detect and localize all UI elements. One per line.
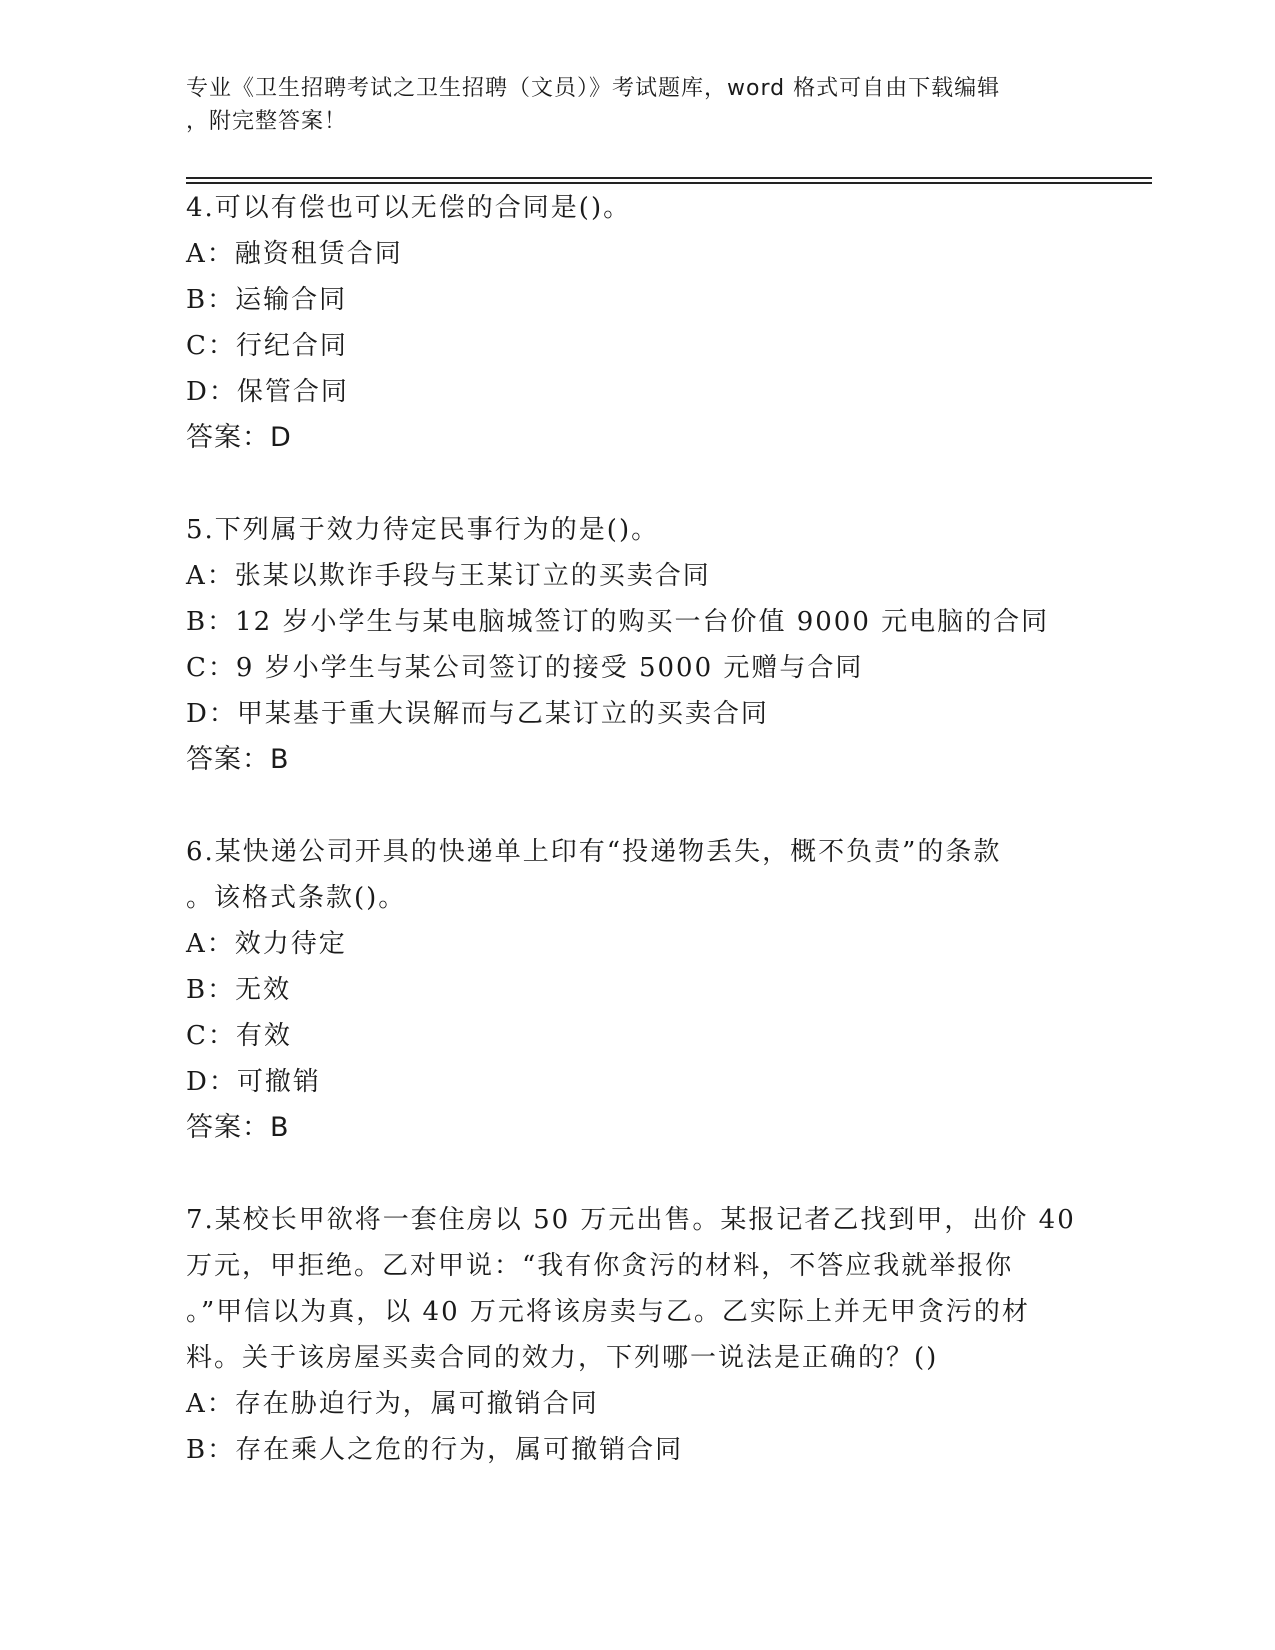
- option-b: B：12 岁小学生与某电脑城签订的购买一台价值 9000 元电脑的合同: [186, 607, 1050, 637]
- option-c: C：有效: [186, 1021, 292, 1051]
- document-header: [186, 72, 1086, 138]
- option-c: C：行纪合同: [186, 331, 348, 361]
- question-6: [186, 829, 1106, 1151]
- option-d: D：可撤销: [186, 1067, 321, 1097]
- question-stem: 万元，甲拒绝。乙对甲说：“我有你贪污的材料，不答应我就举报你: [186, 1251, 1014, 1281]
- header-line-1: 专业《卫生招聘考试之卫生招聘（文员）》考试题库，word 格式可自由下载编辑: [186, 76, 1001, 101]
- question-stem: 5.下列属于效力待定民事行为的是()。: [186, 515, 660, 545]
- question-stem: 7.某校长甲欲将一套住房以 50 万元出售。某报记者乙找到甲，出价 40: [186, 1205, 1076, 1235]
- option-b: B：无效: [186, 975, 292, 1005]
- question-stem: 6.某快递公司开具的快递单上印有“投递物丢失，概不负责”的条款: [186, 837, 1002, 867]
- question-list: [186, 185, 1106, 1519]
- option-d: D：保管合同: [186, 377, 349, 407]
- option-a: A：存在胁迫行为，属可撤销合同: [186, 1389, 599, 1419]
- question-stem: 料。关于该房屋买卖合同的效力，下列哪一说法是正确的？(): [186, 1343, 939, 1373]
- answer: 答案：B: [186, 1112, 290, 1143]
- answer: 答案：B: [186, 744, 290, 775]
- question-stem: 。”甲信以为真，以 40 万元将该房卖与乙。乙实际上并无甲贪污的材: [186, 1297, 1030, 1327]
- answer: 答案：D: [186, 422, 292, 453]
- question-stem: 4.可以有偿也可以无偿的合同是()。: [186, 193, 632, 223]
- option-a: A：融资租赁合同: [186, 239, 403, 269]
- question-7: [186, 1197, 1106, 1473]
- option-b: B：运输合同: [186, 285, 348, 315]
- option-b: B：存在乘人之危的行为，属可撤销合同: [186, 1435, 684, 1465]
- header-rule-bottom: [186, 182, 1152, 184]
- question-stem: 。该格式条款()。: [186, 883, 407, 913]
- question-5: [186, 507, 1106, 783]
- option-a: A：张某以欺诈手段与王某订立的买卖合同: [186, 561, 711, 591]
- option-c: C：9 岁小学生与某公司签订的接受 5000 元赠与合同: [186, 653, 864, 683]
- option-d: D：甲某基于重大误解而与乙某订立的买卖合同: [186, 699, 769, 729]
- question-4: [186, 185, 1106, 461]
- option-a: A：效力待定: [186, 929, 347, 959]
- header-line-2: ，附完整答案！: [186, 109, 348, 134]
- header-rule-top: [186, 177, 1152, 179]
